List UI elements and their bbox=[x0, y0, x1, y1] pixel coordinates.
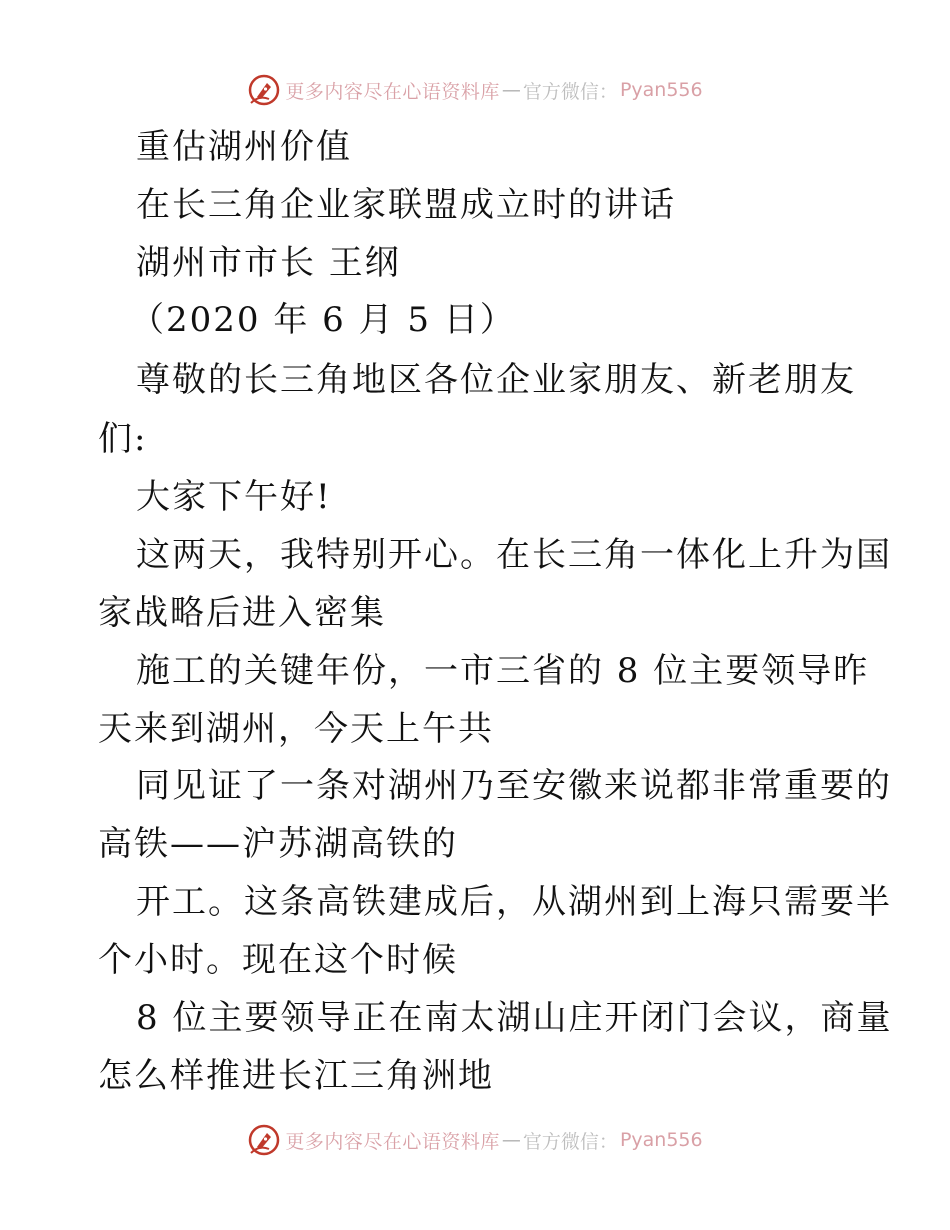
watermark-wechat-label: 官方微信： bbox=[522, 80, 618, 103]
paragraph-line: 施工的关键年份，一市三省的 8 位主要领导昨 bbox=[136, 651, 870, 691]
paragraph-line: 大家下午好! bbox=[136, 477, 332, 517]
paragraph-line: 同见证了一条对湖州乃至安徽来说都非常重要的 bbox=[136, 766, 892, 806]
footer-watermark bbox=[0, 1120, 950, 1160]
paragraph-line: 尊敬的长三角地区各位企业家朋友、新老朋友 bbox=[136, 360, 856, 400]
paragraph-line: 怎么样推进长江三角洲地 bbox=[98, 1056, 494, 1096]
paragraph-line: 个小时。现在这个时候 bbox=[98, 940, 458, 980]
watermark-text: 更多内容尽在心语资料库 bbox=[285, 80, 500, 103]
watermark-text: 更多内容尽在心语资料库 bbox=[285, 1130, 500, 1153]
paragraph-line: 天来到湖州，今天上午共 bbox=[98, 709, 494, 749]
header-watermark bbox=[0, 70, 950, 110]
paragraph-line: 开工。这条高铁建成后，从湖州到上海只需要半 bbox=[136, 882, 892, 922]
paragraph-line: 高铁——沪苏湖高铁的 bbox=[98, 824, 458, 864]
document-subtitle: 在长三角企业家联盟成立时的讲话 bbox=[136, 185, 676, 225]
watermark-wechat-id: Pyan556 bbox=[619, 79, 703, 101]
watermark-wechat-id: Pyan556 bbox=[619, 1129, 703, 1151]
watermark-wechat-label: 官方微信： bbox=[522, 1130, 618, 1153]
pen-nib-logo-icon bbox=[247, 1123, 281, 1157]
pen-nib-logo-icon bbox=[247, 73, 281, 107]
paragraph-line: 这两天，我特别开心。在长三角一体化上升为国 bbox=[136, 535, 892, 575]
paragraph-line: 8 位主要领导正在南太湖山庄开闭门会议，商量 bbox=[136, 998, 893, 1038]
watermark-separator: — bbox=[501, 1129, 521, 1151]
speaker-line: 湖州市市长 王纲 bbox=[136, 243, 401, 283]
date-line: （2020 年 6 月 5 日） bbox=[130, 300, 516, 340]
document-title: 重估湖州价值 bbox=[136, 127, 352, 167]
paragraph-line: 家战略后进入密集 bbox=[98, 593, 386, 633]
paragraph-line: 们: bbox=[98, 419, 148, 459]
watermark-separator: — bbox=[501, 79, 521, 101]
